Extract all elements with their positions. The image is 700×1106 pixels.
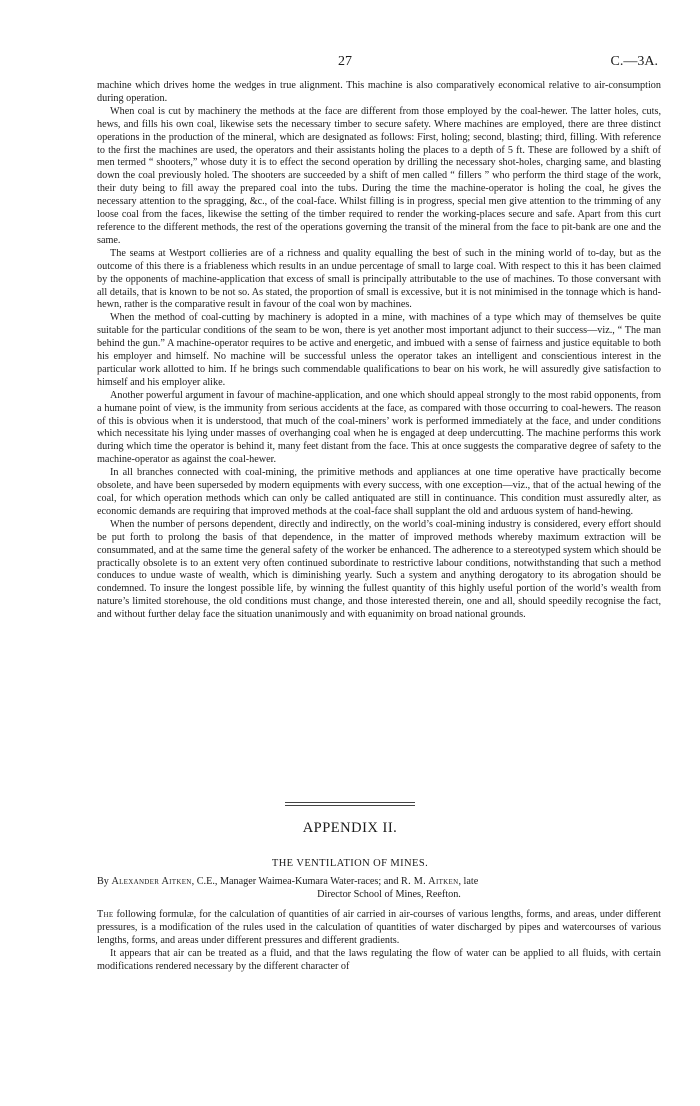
author-name: Alexander Aitken <box>111 876 192 887</box>
paragraph <box>97 909 661 948</box>
section-divider <box>285 802 415 803</box>
paragraph: When coal is cut by machinery the methods at the face are different from those employed by the coal-hewer. The latter holes, cuts, hews, and fills his own coal, likewise sets the necessary timber to secure safety. Where machines are employed, there are three distinct operations in the production of the mineral, which are designated as follows: First, holing; second, blasting; third, filling. With reference to the first the machines are used, the operators and their assistants holing the places to a depth of 5 ft. These are followed by a shift of men termed “ shooters,” whose duty it is to effect the second operation by drilling the necessary shot-holes, charging same, and blasting down the coal previously holed. The shooters are succeeded by a shift of men called “ fillers ” who perform the third stage of the work, their duty being to fill away the prepared coal into the tubs. During the time the machine-operator is holing the coal, he gives the necessary attention to the spragging, &c., of the coal-face. Whilst filling is in progress, special men give attention to the trimming of any loose coal from the faces, likewise the setting of the timber required to render the working-places secure and safe. Apart from this curt reference to the different methods, the rest of the operations governing the transit of the mineral from the face to pit-bank are one and the same. <box>97 105 661 246</box>
paragraph-text: following formulæ, for the calculation of quantities of air carried in air-courses of various lengths, forms, and areas, under different pressures, is a modification of the rules used in the calculation of quantities of water discharged by pipes and watercourses of various lengths, forms, and areas under different pressures and different gradients. <box>97 909 661 946</box>
author-description: , C.E., Manager Waimea-Kumara Water-races; and <box>191 876 399 887</box>
paragraph: It appears that air can be treated as a fluid, and that the laws regulating the flow of water can be applied to all fluids, with certain modifications rendered necessary by the different character of <box>97 947 661 972</box>
paragraph: When the method of coal-cutting by machinery is adopted in a mine, with machines of a type which may of themselves be quite suitable for the particular conditions of the seam to be won, there is yet another most important adjunct to their success—viz., “ The man behind the gun.” A machine-operator requires to be active and energetic, and imbued with a sense of fairness and justice equitable to both his employer and himself. No machine will be successful unless the operator takes an intelligent and conscientious interest in the particular work allotted to him. If he brings such commendable qualifications to bear on his work, he will assuredly give satisfaction to himself and his employer alike. <box>97 312 661 388</box>
main-body-text <box>97 80 661 622</box>
paragraph: machine which drives home the wedges in true alignment. This machine is also comparatively economical relative to air-consumption during operation. <box>97 80 661 104</box>
section-divider <box>285 805 415 806</box>
byline-by: By <box>97 876 109 887</box>
appendix-body-text <box>97 909 661 974</box>
author-name: R. M. Aitken <box>401 876 459 887</box>
paragraph: Another powerful argument in favour of machine-application, and one which should appeal strongly to the most rabid opponents, from a humane point of view, is the immunity from serious accidents at the face, as compared with those occurring to coal-hewers. The reason of this is obvious when it is understood, that much of the coal-miners’ work is performed immediately at the face, and under conditions which necessitate his lying under masses of overhanging coal when he is engaged at deep undercutting. The machine performs this work during which time the operator is behind it, many feet distant from the face. This at once suggests the comparative degree of safety to the machine-operator as against the coal-hewer. <box>97 389 661 466</box>
paragraph: When the number of persons dependent, directly and indirectly, on the world’s coal-mining industry is considered, every effort should be put forth to prolong the basis of that dependence, in the matter of improved methods whereby maximum extraction will be consummated, and at the same time the general safety of the worker be enhanced. The adherence to a stereotyped system which should be practically obsolete is to an extent very often continued subordinate to restrictive labour conditions, notwithstanding that such a method conduces to undue waste of wealth, which is diminishing yearly. Such a system and anything derogatory to its abrogation should be condemned. To insure the longest possible life, by winning the fullest quantity of this highly useful portion of the world’s wealth from nature’s limited storehouse, the old conditions must change, and those interested therein, one and all, should speedily recognise the fact, and without further delay face the situation unanimously and with equanimity on broad national grounds. <box>97 518 661 621</box>
page-header <box>0 54 700 74</box>
page-number: 27 <box>338 54 352 69</box>
byline <box>97 875 661 901</box>
section-title: THE VENTILATION OF MINES. <box>271 858 429 869</box>
author-role: Director School of Mines, Reefton. <box>317 889 461 900</box>
appendix-title: APPENDIX II. <box>302 820 398 836</box>
paragraph: In all branches connected with coal-mining, the primitive methods and appliances at one time operative have practically become obsolete, and have been superseded by modern equipments with every success, with one exception—viz., that of the actual hewing of the coal, for which operation methods which can only be called antiquated are still in continuance. This condition must assuredly alter, as economic demands are requiring that improved methods at the coal-face shall supplant the old and arduous system of hand-hewing. <box>97 467 661 517</box>
author-description: , late <box>458 876 479 887</box>
document-reference: C.—3A. <box>610 54 658 69</box>
lead-word: The <box>97 909 114 920</box>
paragraph: The seams at Westport collieries are of a richness and quality equalling the best of such in the mining world of to-day, but as the outcome of this there is a friableness which results in an undue percentage of small to large coal. With respect to this it has been claimed by the opponents of machine-application that excess of small is principally attributable to the use of machines. To those conversant with all details, that is known to be not so. As stated, the proportion of small is excessive, but it is not minimised in the tonnage which is hand-hewn, rather is the comparative result in favour of the coal won by machines. <box>97 247 661 311</box>
